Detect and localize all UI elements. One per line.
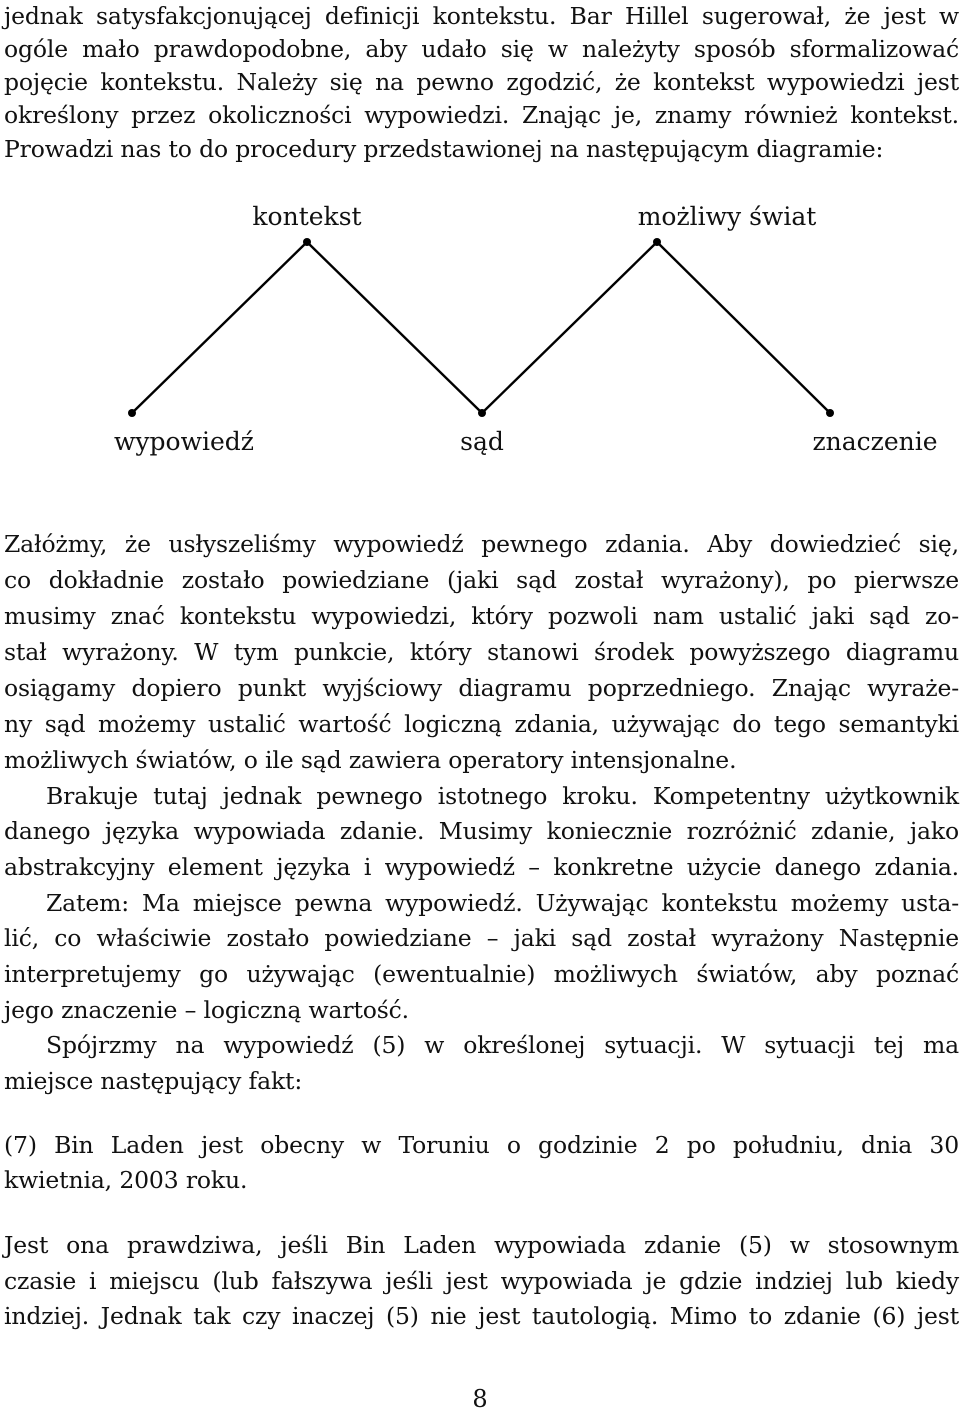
text-line: miejsce następujący fakt: (4, 1067, 303, 1095)
text-line: Prowadzi nas to do procedury przedstawionej na następującym diagramie: (4, 135, 884, 163)
text-line: ogóle mało prawdopodobne, aby udało się w należyty sposób sformalizować (4, 35, 959, 63)
text-line: Jest ona prawdziwa, jeśli Bin Laden wypowiada zdanie (5) w stosownym (4, 1231, 959, 1259)
node-kontekst (303, 238, 311, 246)
node-wypowiedz (128, 409, 136, 417)
text-line: jego znaczenie – logiczną wartość. (4, 996, 410, 1024)
text-line: określony przez okoliczności wypowiedzi. Znając je, znamy również kontekst. (4, 101, 959, 129)
edge-kontekst-wypowiedz (132, 242, 307, 413)
label-znaczenie: znaczenie (812, 427, 938, 456)
text-line: Brakuje tutaj jednak pewnego istotnego kroku. Kompetentny użytkownik (46, 782, 959, 810)
label-mozliwy-swiat: możliwy świat (637, 202, 817, 231)
text-line: czasie i miejscu (lub fałszywa jeśli jest wypowiada je gdzie indziej lub kiedy (4, 1267, 959, 1295)
node-znaczenie (826, 409, 834, 417)
text-line: co dokładnie zostało powiedziane (jaki sąd został wyrażony), po pierwsze (4, 566, 959, 594)
node-sad (478, 409, 486, 417)
edge-swiat-znaczenie (657, 242, 830, 413)
text-line: danego języka wypowiada zdanie. Musimy koniecznie rozróżnić zdanie, jako (4, 817, 959, 845)
text-line: kwietnia, 2003 roku. (4, 1166, 248, 1194)
text-line: Zatem: Ma miejsce pewna wypowiedź. Używając kontekstu możemy usta- (46, 889, 959, 917)
text-line: Załóżmy, że usłyszeliśmy wypowiedź pewnego zdania. Aby dowiedzieć się, (4, 530, 959, 558)
text-line: pojęcie kontekstu. Należy się na pewno zgodzić, że kontekst wypowiedzi jest (4, 68, 959, 96)
text-line: jednak satysfakcjonującej definicji kontekstu. Bar Hillel sugerował, że jest w (4, 2, 959, 30)
label-sad: sąd (460, 427, 504, 456)
text-line: ny sąd możemy ustalić wartość logiczną zdania, używając do tego semantyki (4, 710, 959, 738)
text-line: osiągamy dopiero punkt wyjściowy diagramu poprzedniego. Znając wyraże- (4, 674, 959, 702)
text-line: interpretujemy go używając (ewentualnie) możliwych światów, aby poznać (4, 960, 959, 988)
context-diagram (0, 190, 960, 490)
label-kontekst: kontekst (252, 202, 362, 231)
text-line: indziej. Jednak tak czy inaczej (5) nie jest tautologią. Mimo to zdanie (6) jest (4, 1302, 959, 1330)
edge-kontekst-sad (307, 242, 482, 413)
edge-sad-swiat (482, 242, 657, 413)
text-line: musimy znać kontekstu wypowiedzi, który pozwoli nam ustalić jaki sąd zo- (4, 602, 959, 630)
page-number: 8 (472, 1385, 488, 1413)
text-line: Spójrzmy na wypowiedź (5) w określonej sytuacji. W sytuacji tej ma (46, 1031, 959, 1059)
label-wypowiedz: wypowiedź (114, 427, 254, 456)
node-mozliwy-swiat (653, 238, 661, 246)
text-line: (7) Bin Laden jest obecny w Toruniu o godzinie 2 po południu, dnia 30 (4, 1131, 959, 1159)
text-line: abstrakcyjny element języka i wypowiedź – konkretne użycie danego zdania. (4, 853, 959, 881)
text-line: stał wyrażony. W tym punkcie, który stanowi środek powyższego diagramu (4, 638, 959, 666)
text-line: lić, co właściwie zostało powiedziane – jaki sąd został wyrażony Następnie (4, 924, 959, 952)
text-line: możliwych światów, o ile sąd zawiera operatory intensjonalne. (4, 746, 737, 774)
